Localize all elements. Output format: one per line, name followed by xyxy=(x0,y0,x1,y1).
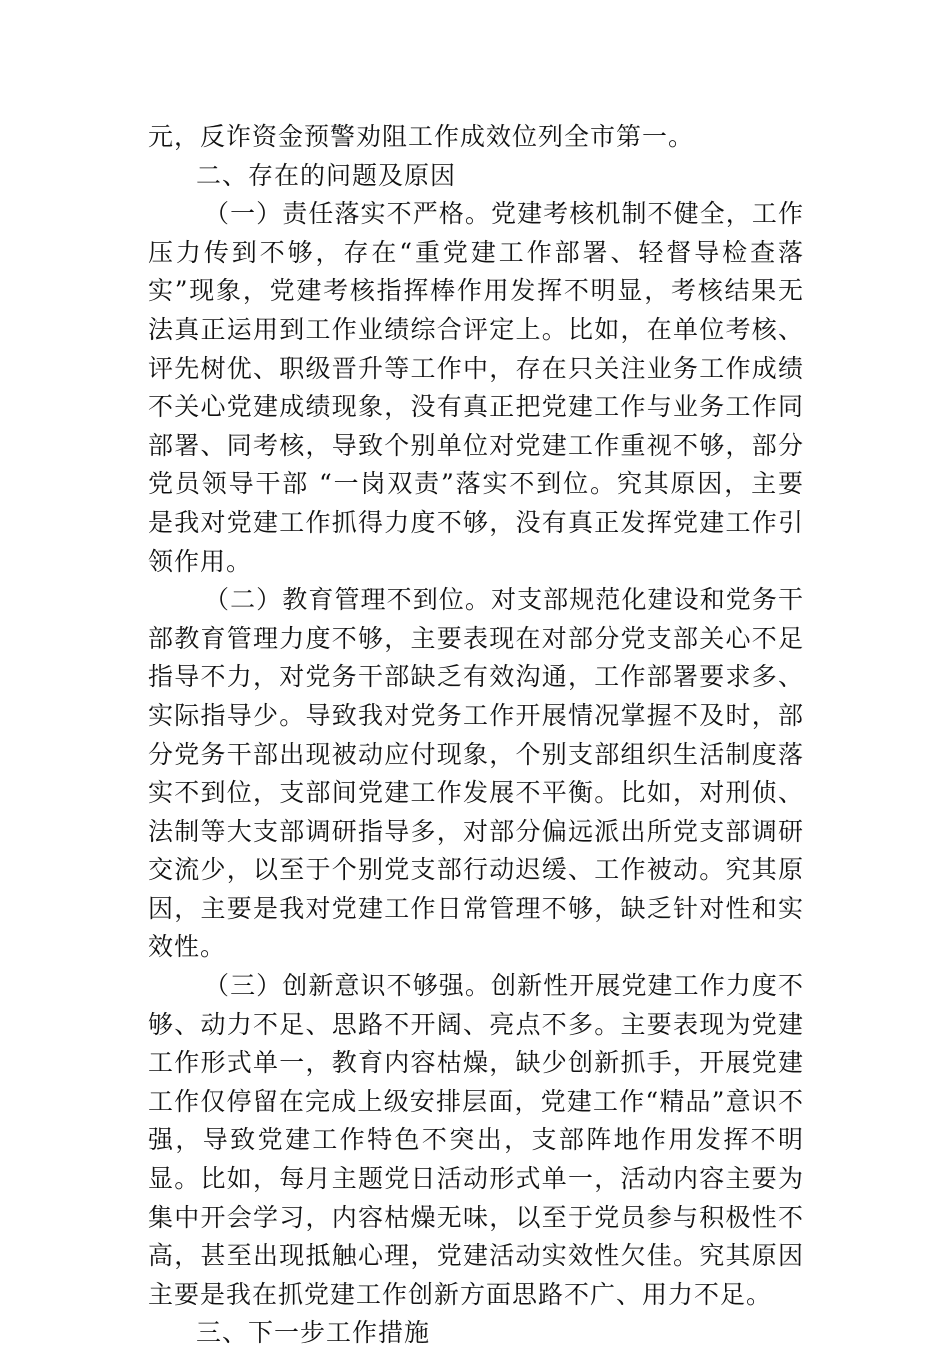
paragraph-item-2 xyxy=(148,581,804,967)
paragraph-item-1 xyxy=(148,195,804,581)
item-2-body: 对支部规范化建设和党务干部教育管理力度不够，主要表现在对部分党支部关心不足指导不力，对党务干部缺乏有效沟通，工作部署要求多、实际指导少。导致我对党务工作开展情况掌握不及时，部分党务干部出现被动应付现象，个别支部组织生活制度落实不到位，支部间党建工作发展不平衡。比如，对刑侦、法制等大支部调研指导多，对部分偏远派出所党支部调研交流少，以至于个别党支部行动迟缓、工作被动。究其原因，主要是我对党建工作日常管理不够，缺乏针对性和实效性。 xyxy=(148,585,804,962)
item-1-title: （一）责任落实不严格。 xyxy=(204,199,491,229)
item-3-body: 创新性开展党建工作力度不够、动力不足、思路不开阔、亮点不多。主要表现为党建工作形式单一，教育内容枯燥，缺少创新抓手，开展党建工作仅停留在完成上级安排层面，党建工作“精品”意识不强，导致党建工作特色不突出，支部阵地作用发挥不明显。比如，每月主题党日活动形式单一，活动内容主要为集中开会学习，内容枯燥无味，以至于党员参与积极性不高，甚至出现抵触心理，党建活动实效性欠佳。究其原因主要是我在抓党建工作创新方面思路不广、用力不足。 xyxy=(148,971,804,1309)
section-heading-problems: 二、存在的问题及原因 xyxy=(196,160,457,190)
document-page xyxy=(148,118,804,1353)
item-2-title: （二）教育管理不到位。 xyxy=(204,585,491,615)
item-1-body: 党建考核机制不健全，工作压力传到不够，存在“重党建工作部署、轻督导检查落实”现象，党建考核指挥棒作用发挥不明显，考核结果无法真正运用到工作业绩综合评定上。比如，在单位考核、评先树优、职级晋升等工作中，存在只关注业务工作成绩不关心党建成绩现象，没有真正把党建工作与业务工作同部署、同考核，导致个别单位对党建工作重视不够，部分党员领导干部 “一岗双责”落实不到位。究其原因，主要是我对党建工作抓得力度不够，没有真正发挥党建工作引领作用。 xyxy=(148,199,804,576)
section-heading-next-steps: 三、下一步工作措施 xyxy=(196,1318,431,1348)
continued-paragraph: 元，反诈资金预警劝阻工作成效位列全市第一。 xyxy=(148,122,695,151)
item-3-title: （三）创新意识不够强。 xyxy=(204,971,491,1001)
paragraph-item-3 xyxy=(148,967,804,1314)
